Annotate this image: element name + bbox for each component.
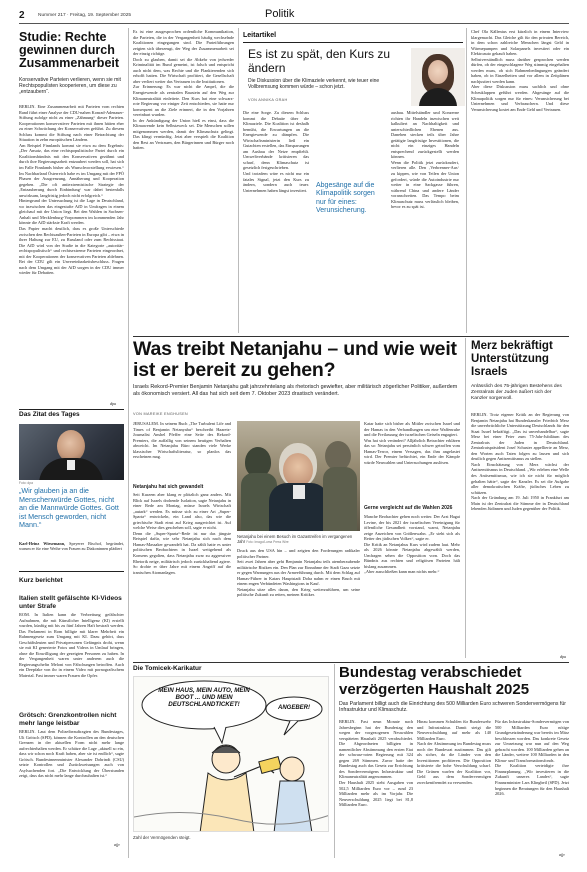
leitartikel-divider: [466, 28, 467, 333]
kurz-item-1-title: Italien stellt gefälschte KI-Videos unter Strafe: [19, 595, 122, 610]
netanjahu-photo: [237, 421, 360, 531]
zitat-rule: [19, 409, 124, 410]
left-article-title: Studie: Rechte gewinnen durch Zusammenarbeit: [19, 30, 120, 70]
netanjahu-title: Was treibt Netanjahu – und wie weit ist er bereit zu gehen?: [133, 338, 457, 381]
haushalt-afp: afp: [559, 852, 565, 857]
karikatur-caption: Zahl der Vermögenden steigt.: [133, 835, 191, 840]
netanjahu-subhead-1: Netanjahu hat sich gewandelt: [133, 484, 204, 490]
leitartikel-byline: VON ANNIKA GRAH: [248, 98, 288, 102]
kurz-item-1-body: ROM. In Italien kann die Verbreitung gefälschter Aufnahmen, die mit Künstlicher Intelligenz (KI) erstellt wurden, künftig mit bis zu fünf Jahren Haft bestraft werden. Das Parlament in Rom billigte mit klarer Mehrheit ein Rahmengesetz zum Umgang mit KI. Dazu gehört, dass Geschäftsleuten und Privatpersonen Gefängnis droht, wenn sie mit KI generierte Fotos und Videos in Umlauf bringen, ohne die Einwilligung der gezeigten Personen zu haben. In der Vergangenheit waren unter anderem auch die Regierungschefin Meloni von Fälschungen betroffen. Auch ein Deepfake von ihr in einem Video mit pornografischem Material. Fast immer waren Frauen die Opfer.: [19, 612, 124, 679]
kurz-item-2-body: BERLIN. Laut dem Polizeibeauftragten des Bundestages, Uli Grötsch (SPD), können die Kontrollen an den deutschen Grenzen in der aktuellen Form nicht mehr lange aufrechterhalten werden. Er schätze die Lage „aktuell so ein, dass wir schon noch Kraft haben, aber sie ist endlich“, sagte Grötsch. Bundesinnenminister Alexander Dobrindt (CSU) setzte Kontrollen und Zurückweisungen auch von Asylsuchenden fort. „Die Entwicklung der Überstunden zeigt, dass das nicht mehr lange durchzuhalten ist.“: [19, 729, 124, 779]
merz-title: Merz bekräftigt Unterstützung Israels: [471, 340, 553, 378]
header-rule: [19, 23, 569, 24]
netanjahu-top-rule: [133, 336, 569, 337]
merz-lede: Anlässlich des 75-jährigen Bestehens des Zentralrats der Juden äußert sich der Kanzler sorgenvoll.: [471, 384, 562, 401]
left-article-dpa: dpa: [110, 401, 117, 406]
zitat-label: Das Zitat des Tages: [19, 411, 80, 418]
merz-dpa: dpa: [560, 654, 567, 659]
kurz-label: Kurz berichtet: [19, 577, 63, 584]
quote-attribution: [19, 541, 124, 551]
haushalt-lede: Das Parlament billigt auch die Einrichtung des 500 Milliarden Euro schweren Sondervermögens für Infrastruktur und Klimaschutz.: [339, 701, 566, 714]
merz-body: BERLIN. Trotz eigener Kritik an der Regierung von Benjamin Netanjahu hat Bundeskanzler Friedrich Merz die unverbrüchliche Unterstützung Deutschlands für den Staat Israel bekräftigt. „Das ist unverhandelbar“, sagte Merz bei einer Feier zum 75-Jahr-Jubiläum des Zentralrats der Juden in Deutschland. Zentralratspräsident Josef Schuster appellierte an Merz, den Worten auch Taten folgen zu lassen und sich deutlich gegen Antisemitismus zu stellen. Nach Einschätzung von Merz wächst der Antisemitismus in Deutschland. „Wir erleben eine Welle des Antisemitismus, wie ich sie nicht für möglich gehalten hätte“, sagte der Kanzler. Es sei die Aufgabe aller demokratischen Kräfte, jüdisches Leben zu schützen. Nach der Gründung am 19. Juli 1950 in Frankfurt am Main ist der Zentralrat die Stimme der in Deutschland lebenden Jüdinnen und Juden gegenüber der Politik.: [471, 412, 569, 512]
left-article-body: BERLIN. Eine Zusammenarbeit mit Parteien vom rechten Rand führt einer Analyse der CDU-nahen Konrad-Adenauer-Stiftung zufolge nicht zu einer „Zähmung“ dieser Parteien. Kooperationen konservativer Parteien mit ihnen hätten eher zu einer Schwächung der Konservativen geführt. Zu diesem Schluss kommt die Stiftung nach einer Betrachtung der Situation in zehn europäischen Ländern. Am Beispiel Finnlands kommt sie etwa zu dem Ergebnis: „Der Ansatz, das eine rechtspopulistische Partei durch ein Koalitionsbündnis mit den Konservativen gezähmt und durch ihre Regierungsarbeit entzaubert werden soll, hat sich im Falle Finnlands bisher als Wunschvorstellung erwiesen.“ Im Nachbarland Österreich habe es im Umgang mit der FPÖ Phasen der Ausgrenzung, Annäherung und Kooperation gegeben. „Die oft antiextremistische Strategie der ‚Entzauberung durch Einbindung‘ war dabei bestenfalls unwirksam, langfristig jedoch nicht erfolgreich.“ Hintergrund der Untersuchung ist die Lage in Deutschland, wo inzwischen das eingestufte AfD in Umfragen in einem gleichauf mit der Union liegt. Bei den Wahlen in Sachsen-Anhalt und Mecklenburg-Vorpommern im kommenden Jahr könnte die AfD stärkste Kraft werden. Das Papier macht deutlich, dass es große Unterschiede zwischen den Rechtsaußen-Parteien in Europa gibt – etwa in ihrer Haltung zur EU, zu Russland oder zum Rechtsstaat. Die AfD wird von der Studie in die Kategorie „autoritär-rechtspopulistisch“ und rechtsextreme Parteien eingeordnet, mit der Kooperationen der konservativen Parteien ablehnen. Bei der CDU gilt ein Unvereinbarkeitsbeschluss. Fragen nach dem Umgang mit der AfD sorgen in der CDU immer wieder für Debatten.: [19, 104, 124, 276]
haushalt-body-3: Für das Infrastruktur-Sondervermögen von 500 Milliarden Euro nötige Grundgesetzänderung war bereits im März beschlossen worden. Das konkrete Gesetz zur Umsetzung war nun auf den Weg gebracht worden. 100 Milliarden gehen an die Länder, weitere 100 Milliarden in den Klima- und Transformationsfonds. Die Koalition verteidigte ihre Finanzplanung. „Wir investieren in die Zukunft unseres Landes“, sagte Finanzminister Lars Klingbeil (SPD). Jetzt beginnen die Beratungen für den Haushalt 2026.: [495, 719, 569, 797]
karikatur-label: Die Tomicek-Karikatur: [133, 665, 202, 672]
quote-author-photo: [19, 424, 124, 480]
quote-author: Karl-Heinz Wiesemann,: [19, 541, 66, 546]
page-number: 2: [19, 10, 25, 21]
netanjahu-byline: VON MAREIKE ENGHUSEN: [133, 412, 188, 416]
cartoon-bubble-1: MEIN HAUS, MEIN AUTO, MEIN BOOT ... UND MEIN DEUTSCHLANDTICKET!: [158, 687, 250, 708]
leitartikel-label: Leitartikel: [243, 32, 277, 39]
leitartikel-body-3: Chef Ola Källenius erst kürzlich in einem Interview klargemacht. Das Gleiche gilt für den privaten Bereich, in dem schon zahlreiche Menschen längst Geld in Wärmepumpen und Solarpanels investiert oder ein Elektroauto gekauft haben. Selbstverständlich muss darüber gesprochen werden dürfen, ob der eingeschlagene Weg stimmig eingehalten werden muss, ob sich Rahmenbedingungen geändert haben, ob in Einzelheiten und vor allem in Zeitplänen nachjustiert werden kann. Aber diese Diskussion muss sachlich und ohne Scheuklappen geführt werden. Abgesänge auf die Klimapolitik sorgen nur für eines: Verunsicherung bei Unternehmen und Verbrauchern. Und diese Verunsicherung kostet am Ende Geld und Vertrauen.: [471, 29, 569, 112]
merz-divider: [465, 338, 466, 658]
netanjahu-body-1: JERUSALEM. In seinem Buch „The Turbulent Life and Times of Benjamin Netanyahu“ beschreibt Haaretz-Journalist Anshel Pfeffer eine Seite des Rekord-Premiers, die auffallig von seinem heutigen Verhalten abweicht. Im Netanjahu Büro standen viele Werke klassischer Wirtschaftsliteratur, so planlos das erscheinen mag.: [133, 421, 231, 460]
photo-credit-text: Foto: Imago/Luma Press Wire: [246, 540, 289, 545]
photo-caption-text: Netanjahu bei einem Besuch im Gazastreifen im vergangenen Jahr: [237, 534, 353, 545]
column2-body: Es ist eine ausgesprochen ordentliche Kommunikation, die Parteien, die in der Vergangenheit häufig wechselnde Koalitionen eingegangen sind. Die Parteiführungen zeigten sich überzeugt, der Weg der Zusammenarbeit sei der einzig richtige. Doch zu glauben, damit sei die Abkehr von jedweder Kriminalität im Bund gemeint, ist falsch und entspricht auch nicht dem, was Rechte und die Flankierenden sich erhofft hatten. Die Wirtschaft profitiert, die Gesellschaft aber verliert weiter das Vertrauen in die Institutionen. Zur Erinnerung: Es war nicht die Ampel, die die Energiewende als zentralen Baustein auf den Weg zur Klimaneutralität einleitete. Den Kurs hat eine schwarz-rote Regierung vor einiger Zeit entschieden, sie hatte nur konsequent an die Ziele erinnert, die in den Vorjahren vereinbart wurden. In der Ankündigung der Union hieß es einst, dass die Klimawende kein Selbstzweck sei. Die Menschen sollen mitgenommen werden, damit der Klimaschutz gelingt. Das klingt vernünftig. Jetzt aber verspielt die Koalition den Rest an Vertrauen, den Bürgerinnen und Bürger noch hatten.: [133, 29, 234, 151]
netanjahu-body-4: Katar hatte sich bisher als Mittler zwischen Israel und der Hamas in den Verhandlungen um eine Waffenruhe und die Freilassung der israelischen Geiseln engagiert. Was hat sich verändert? Alljährlich Betrachter erklären das so: Netanjahu sei persönlich schwer getroffen vom Hamas-Terror, einem Versagen, das ihm angelastet wird. Der Premier befürchtet, ein Ende der Kämpfe würde Neuwahlen und Untersuchungen auslösen.: [364, 421, 460, 465]
cartoon-bubble-2: ANGEBER!: [277, 705, 310, 711]
haushalt-divider: [334, 664, 335, 858]
lower-rule: [133, 662, 569, 663]
netanjahu-lede: Israels Rekord-Premier Benjamin Netanjahu galt jahrzehntelang als rhetorisch gewiefter, aber militärisch zögerlicher Politiker, außerdem als ökonomisch versiert. All das hat sich seit dem 7. Oktober 2023 drastisch verändert.: [133, 384, 458, 397]
haushalt-body-1: BERLIN. Fast neun Monate nach Jahresbeginn hat der Bundestag den wegen der vorgezogenen Neuwahlen verspäteten Haushalt 2025 verabschiedet. Die Abgeordneten billigten in namentlicher Abstimmung den ersten Etat der schwarz-roten Regierung mit 324 gegen 269 Stimmen. Zuvor hatte der Bundestag auch das Gesetz zur Errichtung des Sondervermögens Infrastruktur und Klimaneutralität angenommen. Der Haushalt 2025 sieht Ausgaben von 502,5 Milliarden Euro vor – rund 23 Milliarden mehr als im Vorjahr. Die Neuverschuldung 2025 liegt bei 81,8 Milliarden Euro.: [339, 719, 413, 808]
col2-divider: [238, 28, 239, 333]
issue-info: Nummer 217 · Freitag, 19. September 2025: [38, 13, 132, 18]
leitartikel-title: Es ist zu spät, den Kurs zu ändern: [248, 47, 391, 75]
kurz-rule: [19, 571, 124, 572]
quote-text: „Wir glauben ja an die Menschenwürde Gottes, nicht an die Mannwürde Gottes. Gott ist Mensch geworden, nicht Mann.“: [19, 486, 119, 530]
leitartikel-body-2: ausbau. Mittelständler und Konzerne richten ihr Handeln inzwischen weit kalkuliert an Nachhaltigkeit und unterschiedlichen Ebenen aus. Daneben stecken teils über Jahre getätigte langfristige Investitionen, die nicht ein einziges Handeln entsprechend zurückgestellt werden können. Wenn die Politik jetzt zurückrudert, verlieren alle. Den ‚Verbrenner-Aus‘ zu kippen, wie von Teilen der Union gefordert, würde die Autoindustrie nur weiter in eine Sackgasse führen, während China und andere Länder voranschreiten. Das Tempo beim Klimaschutz muss verlässlich bleiben, bevor es zu spät ist.: [391, 110, 459, 210]
netanjahu-body-2: Seit Kurzem aber klang er plötzlich ganz anders. Mit Blick auf Israels drohende Isolation, sagte Netanjahu in einer Rede am Montag, müsse Israels Wirtschaft „autark“ werden. Es müsse sich zu einer Art „Super-Sparta“ entwickeln, ein Land also, das wie die griechische Stadt einst auf Krieg ausgerichtet ist. Auf welche Weise dies geschehen soll, sagte er nicht. Denn die „Super-Sparta“-Rede ist nur das jüngste Beispiel dafür, wie sehr Netanjahu sich nach dem Hamas-Massaker gewandelt hat. Da zählt hatte es unter politischen Beobachtern in Israel weitgehend als Konsens gegolten, dass Netanjahu zwar zu aggressiver Rhetorik neige, militärisch jedoch zurückhaltend agiere. So drohte er über Jahre mit einem Angriff auf die iranischen Atomanlagen.: [133, 492, 231, 575]
leitartikel-rule: [243, 42, 463, 43]
kurz-item-2-title: Grötsch: Grenzkontrollen nicht mehr lange leistbar: [19, 712, 117, 727]
netanjahu-body-3: Druck aus den USA hin – und zeigten den Forderungen radikaler politischer Partner. Seit zwei Jahren aber geht Benjamin Netanjahu teils atemberaubende militärische Risiken ein. Den Plan zur Einnahme der Stadt Gaza setzte er gegen Warnungen aus der Armeeführung durch. Mit dem Schlag auf Hamas-Führer in Katars Hauptstadt Doha nahm er einen Bruch mit einem engen Verbündeten Washingtons in Kauf. Netanjahu sitze alles daran, den Krieg weiterzuführen, um seine politische Zukunft zu retten, meinen Kritiker.: [237, 548, 360, 598]
netanjahu-photo-caption: [237, 534, 360, 545]
left-column-divider: [128, 28, 129, 858]
haushalt-body-2: Hinzu kommen Schulden für Bundeswehr und Infrastruktur. Damit steigt die Neuverschuldung auf mehr als 140 Milliarden Euro. Nach der Abstimmung im Bundestag muss noch der Bundesrat zustimmen. Das gilt als sicher, da die Länder von den Investitionen profitieren. Die Opposition kritisierte die hohe Verschuldung scharf. Die Grünen warfen der Koalition vor, Geld aus dem Sondervermögen zweckentfremdet zu verwenden.: [417, 719, 491, 786]
section-title: Politik: [265, 8, 295, 20]
netanjahu-body-5: Manche Beobachter gehen noch weiter. Der Arzt Hagai Levine, der bis 2021 der israelischen Vereinigung für öffentliche Gesundheit vorstand, warnt, Netanjahu zeige Anzeichen von Größenwahn. „Er sieht sich als Retter des jüdischen Volkes“, sagte er. Die Kritik an Netanjahus Kurs wird zudem laut. Mehr als 2026 könnte Netanjahu abgewählt werden, Umfragen sehen die Opposition vorn. Doch das Bündnis aus rechten und religiösen Parteien hält bislang zusammen. „Aber ausschließen kann man nichts mehr.“: [364, 514, 460, 575]
author-portrait: [411, 48, 465, 106]
left-article-subtitle: Konservative Parteien verlieren, wenn sie mit Rechtspopulisten kooperieren, um diese zu „entzaubern“.: [19, 77, 121, 96]
leitartikel-lede: Die Diskussion über die Klimaziele verkennt, wie teuer eine Vollbremsung kommen würde – schon jetzt.: [248, 78, 380, 91]
tomicek-cartoon: [133, 676, 329, 832]
leitartikel-pullquote: Abgesänge auf die Klimapolitik sorgen nur für eines: Verunsicherung.: [316, 182, 375, 215]
netanjahu-subhead-2: Gerne vergleicht auf die Wahlen 2026: [364, 505, 453, 511]
kurz-afp: afp: [114, 842, 120, 847]
quote-photo-credit: Foto: dpa: [19, 481, 33, 485]
leitartikel-body-1: Die eine Sorge. Zu diesem Schluss kommt die Debatte über die Klimaziele. Die Koalition ist deshalb bemüht, die Erwartungen an die Energiewende zu dämpfen. Die Wirtschaftsministerin ließ ein Gutachten erstellen, das Einsparungen am Ausbau der Netze empfiehlt. Umweltverbände kritisieren das scharf, denn Klimaschutz ist gesetzlich festgeschrieben. Und trotzdem wäre es nicht nur ein fatales Signal, jetzt den Kurs zu ändern, sondern auch teuer. Unternehmen haben längst investiert.: [243, 110, 309, 193]
quote-author-role: Speyerer Bischof, begründet, warum er für eine Weihe von Frauen zu Diakoninnen plädiert: [19, 541, 124, 552]
haushalt-title: Bundestag verabschiedet verzögerten Haushalt 2025: [339, 664, 530, 698]
